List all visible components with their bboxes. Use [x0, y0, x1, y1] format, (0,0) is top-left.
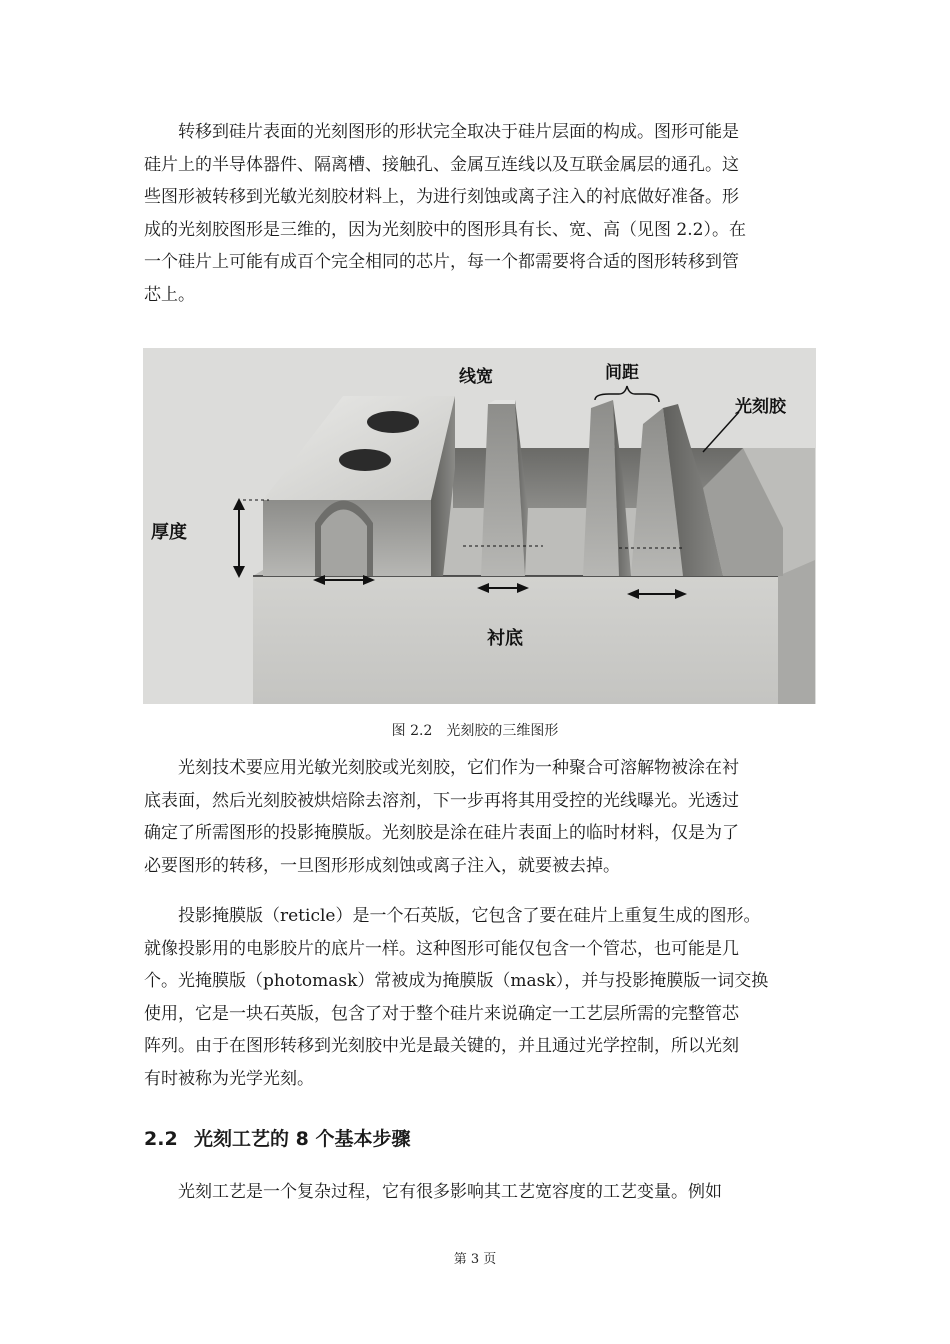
- text-line: 光刻技术要应用光敏光刻胶或光刻胶，它们作为一种聚合可溶解物被涂在衬: [144, 758, 739, 778]
- page-number: 第 3 页: [453, 1252, 497, 1267]
- text-line: 硅片上的半导体器件、隔离槽、接触孔、金属互连线以及互联金属层的通孔。这: [144, 154, 739, 175]
- text-line: 成的光刻胶图形是三维的，因为光刻胶中的图形具有长、宽、高（见图 2.2）。在: [144, 219, 746, 240]
- contact-hole: [339, 449, 391, 471]
- paragraph-2: [144, 752, 816, 882]
- text-line: 就像投影用的电影胶片的底片一样。这种图形可能仅包含一个管芯，也可能是几: [144, 938, 739, 959]
- label-spacing: 间距: [605, 363, 639, 383]
- text-line: 必要图形的转移，一旦图形形成刻蚀或离子注入，就要被去掉。: [144, 855, 620, 876]
- section-heading: [144, 1124, 410, 1151]
- label-substrate: 衬底: [487, 628, 523, 649]
- label-linewidth: 线宽: [459, 367, 493, 387]
- text-line: 底表面，然后光刻胶被烘焙除去溶剂，下一步再将其用受控的光线曝光。光透过: [144, 790, 739, 811]
- paragraph-4: [144, 1176, 816, 1209]
- label-thickness: 厚度: [151, 522, 187, 543]
- section-number: 2.2: [144, 1128, 178, 1150]
- substrate-side: [778, 560, 815, 704]
- text-line: 转移到硅片表面的光刻图形的形状完全取决于硅片层面的构成。图形可能是: [144, 122, 739, 142]
- paragraph-3: [144, 900, 816, 1095]
- text-line: 个。光掩膜版（photomask）常被成为掩膜版（mask），并与投影掩膜版一词交换: [144, 971, 769, 991]
- text-line: 阵列。由于在图形转移到光刻胶中光是最关键的，并且通过光学控制，所以光刻: [144, 1036, 739, 1056]
- text-line: 投影掩膜版（reticle）是一个石英版，它包含了要在硅片上重复生成的图形。: [144, 906, 761, 926]
- text-line: 一个硅片上可能有成百个完全相同的芯片，每一个都需要将合适的图形转移到管: [144, 252, 739, 272]
- label-resist: 光刻胶: [735, 397, 786, 417]
- section-title: 光刻工艺的 8 个基本步骤: [194, 1128, 411, 1150]
- text-line: 光刻工艺是一个复杂过程，它有很多影响其工艺宽容度的工艺变量。例如: [144, 1182, 722, 1202]
- photoresist-diagram: [143, 348, 816, 704]
- figure-photoresist-3d: [143, 348, 816, 704]
- paragraph-1: [144, 116, 816, 311]
- contact-hole: [367, 411, 419, 433]
- text-line: 些图形被转移到光敏光刻胶材料上，为进行刻蚀或离子注入的衬底做好准备。形: [144, 187, 739, 207]
- text-line: 有时被称为光学光刻。: [144, 1068, 314, 1089]
- figure-caption: 图 2.2 光刻胶的三维图形: [391, 723, 559, 739]
- text-line: 确定了所需图形的投影掩膜版。光刻胶是涂在硅片表面上的临时材料，仅是为了: [144, 823, 739, 843]
- text-line: 使用，它是一块石英版，包含了对于整个硅片来说确定一工艺层所需的完整管芯: [144, 1003, 739, 1024]
- text-line: 芯上。: [144, 284, 195, 305]
